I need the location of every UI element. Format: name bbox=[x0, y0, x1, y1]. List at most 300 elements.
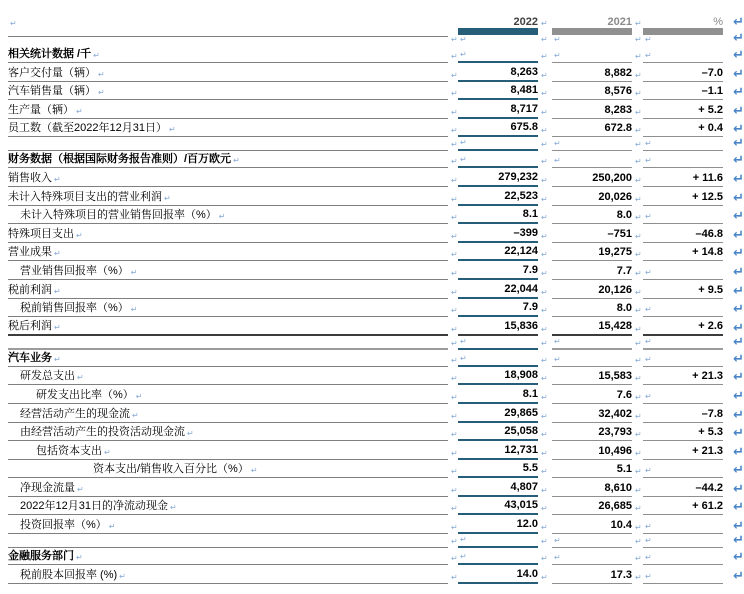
return-mark-icon: ↵ bbox=[733, 48, 744, 63]
return-mark-icon: ↵ bbox=[451, 52, 458, 61]
row-label: 税后利润 bbox=[8, 319, 52, 332]
section-title: 相关统计数据 /千 bbox=[8, 48, 92, 60]
value-percent-cell bbox=[643, 82, 723, 101]
return-mark-icon: ↵ bbox=[541, 175, 548, 185]
value-2021: 672.8 bbox=[604, 122, 632, 135]
return-mark-icon: ↵ bbox=[733, 209, 744, 225]
value-2022-cell bbox=[458, 168, 538, 187]
return-mark-icon: ↵ bbox=[733, 533, 744, 549]
row-label-cell bbox=[8, 385, 448, 404]
value-2022: 18,908 bbox=[504, 369, 538, 382]
financial-summary-table bbox=[8, 10, 744, 584]
return-mark-icon: ↵ bbox=[645, 536, 652, 546]
return-mark-icon: ↵ bbox=[635, 430, 642, 440]
value-percent-cell bbox=[643, 151, 723, 168]
value-2021-cell bbox=[552, 243, 632, 262]
return-mark-icon: ↵ bbox=[554, 336, 561, 346]
return-mark-icon: ↵ bbox=[635, 231, 642, 241]
return-mark-icon: ↵ bbox=[541, 287, 548, 297]
value-2021: 32,402 bbox=[598, 407, 632, 420]
return-mark-icon: ↵ bbox=[132, 410, 139, 420]
row-label: 营业销售回报率（%） bbox=[20, 264, 129, 277]
value-2021: 7.6 bbox=[616, 388, 632, 401]
value-2022: 12.0 bbox=[516, 518, 538, 531]
table-row bbox=[8, 478, 744, 497]
return-mark-icon: ↵ bbox=[733, 320, 744, 336]
return-mark-icon: ↵ bbox=[451, 485, 458, 495]
return-mark-icon: ↵ bbox=[451, 338, 458, 348]
value-2021-cell bbox=[552, 299, 632, 318]
row-label-cell bbox=[8, 280, 448, 299]
column-header-2021: 2021 bbox=[607, 16, 632, 28]
return-mark-icon: ↵ bbox=[451, 448, 458, 458]
return-mark-icon: ↵ bbox=[635, 411, 642, 421]
value-2021-cell bbox=[552, 423, 632, 442]
return-mark-icon: ↵ bbox=[451, 35, 458, 44]
return-mark-icon: ↵ bbox=[218, 212, 226, 222]
return-mark-icon: ↵ bbox=[541, 89, 548, 99]
row-label-cell bbox=[8, 151, 448, 168]
value-percent: + 14.8 bbox=[692, 246, 723, 259]
section-title: 金融服务部门 bbox=[8, 550, 74, 563]
return-mark-icon: ↵ bbox=[541, 537, 548, 547]
return-mark-icon: ↵ bbox=[460, 155, 467, 165]
value-2021: 17.3 bbox=[610, 568, 632, 581]
value-percent: + 5.3 bbox=[698, 426, 723, 439]
return-mark-icon: ↵ bbox=[635, 194, 642, 204]
value-2021: 15,583 bbox=[598, 370, 632, 383]
return-mark-icon: ↵ bbox=[460, 50, 467, 59]
value-2021-cell bbox=[552, 317, 632, 336]
table-row bbox=[8, 280, 744, 299]
return-mark-icon: ↵ bbox=[541, 157, 548, 167]
row-label-cell bbox=[8, 497, 448, 516]
return-mark-icon: ↵ bbox=[645, 522, 652, 532]
value-2022-cell bbox=[458, 63, 538, 82]
value-percent-cell bbox=[643, 317, 723, 336]
value-2021: 15,428 bbox=[598, 319, 632, 332]
value-2022: 43,015 bbox=[504, 499, 538, 512]
return-mark-icon: ↵ bbox=[460, 336, 467, 346]
return-mark-icon: ↵ bbox=[169, 503, 177, 513]
value-2022-cell bbox=[458, 206, 538, 225]
value-2022-cell bbox=[458, 280, 538, 299]
value-2021-cell bbox=[552, 46, 632, 63]
return-mark-icon: ↵ bbox=[164, 193, 171, 203]
return-mark-icon: ↵ bbox=[645, 391, 652, 401]
return-mark-icon: ↵ bbox=[541, 554, 548, 564]
return-mark-icon: ↵ bbox=[635, 448, 642, 458]
row-label-cell bbox=[8, 460, 448, 479]
return-mark-icon: ↵ bbox=[451, 411, 458, 421]
table-row bbox=[8, 63, 744, 82]
value-2021: 8,576 bbox=[604, 85, 632, 98]
return-mark-icon: ↵ bbox=[645, 305, 652, 315]
return-mark-icon: ↵ bbox=[541, 213, 548, 223]
value-2021: 8,882 bbox=[604, 66, 632, 79]
row-label-cell bbox=[8, 441, 448, 460]
return-mark-icon: ↵ bbox=[635, 287, 642, 297]
return-mark-icon: ↵ bbox=[451, 537, 458, 547]
table-row bbox=[8, 404, 744, 423]
value-percent-cell bbox=[643, 515, 723, 534]
value-2022: 8,263 bbox=[510, 65, 538, 78]
value-percent: –7.8 bbox=[701, 407, 723, 420]
table-row bbox=[8, 515, 744, 534]
return-mark-icon: ↵ bbox=[645, 553, 652, 563]
value-2022-cell bbox=[458, 478, 538, 497]
return-mark-icon: ↵ bbox=[541, 374, 548, 384]
value-2021: 250,200 bbox=[592, 171, 632, 184]
row-label-cell bbox=[8, 404, 448, 423]
row-label-cell bbox=[8, 137, 448, 151]
row-label-cell bbox=[8, 534, 448, 548]
value-2022-cell bbox=[458, 534, 538, 548]
value-2021-cell bbox=[552, 224, 632, 243]
value-2022-cell bbox=[458, 187, 538, 206]
return-mark-icon: ↵ bbox=[554, 156, 561, 166]
value-percent-cell bbox=[643, 565, 723, 584]
return-mark-icon: ↵ bbox=[733, 302, 744, 318]
return-mark-icon: ↵ bbox=[733, 463, 744, 479]
value-2021-cell bbox=[552, 497, 632, 516]
return-mark-icon: ↵ bbox=[541, 231, 548, 241]
return-mark-icon: ↵ bbox=[635, 126, 642, 136]
value-2022-cell bbox=[458, 224, 538, 243]
row-label-cell bbox=[8, 119, 448, 138]
value-2022-cell bbox=[458, 385, 538, 404]
return-mark-icon: ↵ bbox=[645, 267, 652, 277]
value-2022-cell bbox=[458, 350, 538, 367]
value-2022: 8.1 bbox=[522, 208, 538, 221]
return-mark-icon: ↵ bbox=[541, 504, 548, 514]
value-2021-cell bbox=[552, 385, 632, 404]
gray-bar-2021 bbox=[552, 28, 632, 35]
return-mark-icon: ↵ bbox=[635, 392, 642, 402]
row-label: 税前利润 bbox=[8, 283, 52, 296]
accent-bar-2022 bbox=[458, 28, 538, 35]
value-2021-cell bbox=[552, 515, 632, 534]
return-mark-icon: ↵ bbox=[645, 354, 652, 364]
table-row bbox=[8, 367, 744, 386]
row-label-cell bbox=[8, 82, 448, 101]
value-percent: + 21.3 bbox=[692, 370, 723, 383]
return-mark-icon: ↵ bbox=[541, 411, 548, 421]
return-mark-icon: ↵ bbox=[451, 504, 458, 514]
return-mark-icon: ↵ bbox=[635, 523, 642, 533]
return-mark-icon: ↵ bbox=[554, 139, 561, 149]
value-2021-cell bbox=[552, 280, 632, 299]
value-2022: 22,523 bbox=[504, 189, 538, 202]
value-2022-cell bbox=[458, 497, 538, 516]
return-mark-icon: ↵ bbox=[635, 324, 642, 334]
value-2022-cell bbox=[458, 460, 538, 479]
value-2022-cell bbox=[458, 243, 538, 262]
return-mark-icon: ↵ bbox=[733, 136, 744, 152]
return-mark-icon: ↵ bbox=[733, 15, 744, 30]
return-mark-icon: ↵ bbox=[541, 448, 548, 458]
value-2022-cell bbox=[458, 151, 538, 168]
return-mark-icon: ↵ bbox=[541, 430, 548, 440]
value-2022: 8.1 bbox=[522, 387, 538, 400]
return-mark-icon: ↵ bbox=[451, 250, 458, 260]
return-mark-icon: ↵ bbox=[168, 125, 176, 135]
return-mark-icon: ↵ bbox=[635, 213, 642, 223]
value-2021-cell bbox=[552, 137, 632, 151]
return-mark-icon: ↵ bbox=[233, 156, 240, 166]
return-mark-icon: ↵ bbox=[541, 140, 548, 150]
value-2021-cell bbox=[552, 168, 632, 187]
value-percent-cell bbox=[643, 261, 723, 280]
value-2022-cell bbox=[458, 82, 538, 101]
return-mark-icon: ↵ bbox=[645, 139, 652, 149]
value-2022-cell bbox=[458, 336, 538, 350]
return-mark-icon: ↵ bbox=[451, 157, 458, 167]
value-2022: 279,232 bbox=[498, 170, 538, 183]
row-label-cell bbox=[8, 367, 448, 386]
value-percent-cell bbox=[643, 548, 723, 565]
return-mark-icon: ↵ bbox=[541, 355, 548, 365]
return-mark-icon: ↵ bbox=[108, 522, 116, 532]
return-mark-icon: ↵ bbox=[635, 19, 642, 28]
return-mark-icon: ↵ bbox=[733, 122, 744, 138]
value-2021: 23,793 bbox=[598, 426, 632, 439]
value-2022: 8,717 bbox=[510, 102, 538, 115]
value-2022: 29,865 bbox=[504, 406, 538, 419]
row-label-cell bbox=[8, 100, 448, 119]
value-percent: + 61.2 bbox=[692, 500, 723, 513]
return-mark-icon: ↵ bbox=[733, 66, 744, 82]
header-label-cell bbox=[8, 10, 448, 30]
return-mark-icon: ↵ bbox=[76, 553, 83, 563]
table-row bbox=[8, 299, 744, 318]
return-mark-icon: ↵ bbox=[541, 306, 548, 316]
value-2022-cell bbox=[458, 423, 538, 442]
return-mark-icon: ↵ bbox=[733, 334, 744, 350]
table-row bbox=[8, 100, 744, 119]
return-mark-icon: ↵ bbox=[733, 388, 744, 404]
return-mark-icon: ↵ bbox=[451, 175, 458, 185]
return-mark-icon: ↵ bbox=[460, 535, 467, 545]
return-mark-icon: ↵ bbox=[451, 89, 458, 99]
return-mark-icon: ↵ bbox=[541, 194, 548, 204]
return-mark-icon: ↵ bbox=[733, 171, 744, 187]
return-mark-icon: ↵ bbox=[733, 85, 744, 101]
table-row bbox=[8, 317, 744, 336]
value-2021-cell bbox=[552, 404, 632, 423]
return-mark-icon: ↵ bbox=[541, 19, 548, 28]
row-label-cell bbox=[8, 63, 448, 82]
return-mark-icon: ↵ bbox=[733, 246, 744, 262]
return-mark-icon: ↵ bbox=[104, 447, 111, 457]
return-mark-icon: ↵ bbox=[451, 392, 458, 402]
spacer-row bbox=[8, 534, 744, 548]
return-mark-icon: ↵ bbox=[733, 103, 744, 119]
value-2022: 22,124 bbox=[504, 245, 538, 258]
return-mark-icon: ↵ bbox=[635, 485, 642, 495]
section-title: 财务数据（根据国际财务报告准则）/百万欧元 bbox=[8, 153, 232, 166]
value-2021-cell bbox=[552, 206, 632, 225]
value-percent-cell bbox=[643, 100, 723, 119]
row-label: 包括资本支出 bbox=[36, 444, 102, 457]
return-mark-icon: ↵ bbox=[645, 466, 652, 476]
row-label: 资本支出/销售收入百分比（%） bbox=[93, 463, 249, 476]
return-mark-icon: ↵ bbox=[645, 156, 652, 166]
return-mark-icon: ↵ bbox=[541, 52, 548, 61]
table-row bbox=[8, 243, 744, 262]
value-2022: 15,836 bbox=[504, 319, 538, 332]
table-row bbox=[8, 261, 744, 280]
return-mark-icon: ↵ bbox=[451, 554, 458, 564]
return-mark-icon: ↵ bbox=[733, 481, 744, 497]
value-2021: 20,126 bbox=[598, 283, 632, 296]
value-2021: 20,026 bbox=[598, 190, 632, 203]
return-mark-icon: ↵ bbox=[76, 230, 83, 240]
return-mark-icon: ↵ bbox=[554, 553, 561, 563]
value-2021: 10,496 bbox=[598, 444, 632, 457]
value-2022-cell bbox=[458, 441, 538, 460]
row-label: 研发支出比率（%） bbox=[36, 388, 134, 401]
value-2022-cell bbox=[458, 565, 538, 584]
value-2021: 19,275 bbox=[598, 246, 632, 259]
return-mark-icon: ↵ bbox=[541, 324, 548, 334]
return-mark-icon: ↵ bbox=[541, 467, 548, 477]
return-mark-icon: ↵ bbox=[635, 52, 642, 61]
value-percent: + 21.3 bbox=[692, 444, 723, 457]
value-percent: –1.1 bbox=[701, 85, 723, 98]
return-mark-icon: ↵ bbox=[451, 523, 458, 533]
row-label: 员工数（截至2022年12月31日） bbox=[8, 122, 167, 135]
row-label: 生产量（辆） bbox=[8, 103, 74, 116]
return-mark-icon: ↵ bbox=[98, 69, 105, 79]
return-mark-icon: ↵ bbox=[635, 467, 642, 477]
row-label-cell bbox=[8, 206, 448, 225]
return-mark-icon: ↵ bbox=[645, 336, 652, 346]
return-mark-icon: ↵ bbox=[54, 286, 61, 296]
table-row bbox=[8, 224, 744, 243]
value-2022: –399 bbox=[513, 226, 538, 239]
return-mark-icon: ↵ bbox=[451, 306, 458, 316]
return-mark-icon: ↵ bbox=[635, 89, 642, 99]
row-label: 客户交付量（辆） bbox=[8, 66, 96, 79]
return-mark-icon: ↵ bbox=[541, 250, 548, 260]
return-mark-icon: ↵ bbox=[451, 126, 458, 136]
value-percent-cell bbox=[643, 206, 723, 225]
row-label-cell bbox=[8, 261, 448, 280]
row-label-cell bbox=[8, 336, 448, 350]
value-2022: 4,807 bbox=[510, 480, 538, 493]
return-mark-icon: ↵ bbox=[635, 537, 642, 547]
value-percent-cell bbox=[643, 224, 723, 243]
row-label: 税前股本回报率 (%) bbox=[20, 568, 118, 581]
return-mark-icon: ↵ bbox=[460, 138, 467, 148]
return-mark-icon: ↵ bbox=[733, 568, 744, 584]
value-2022: 14.0 bbox=[516, 567, 538, 580]
section-row bbox=[8, 548, 744, 565]
value-2022-cell bbox=[458, 261, 538, 280]
table-body bbox=[8, 46, 744, 584]
value-2021-cell bbox=[552, 548, 632, 565]
return-mark-icon: ↵ bbox=[451, 70, 458, 80]
return-mark-icon: ↵ bbox=[451, 287, 458, 297]
value-2022: 675.8 bbox=[510, 121, 538, 134]
return-mark-icon: ↵ bbox=[130, 305, 138, 315]
return-mark-icon: ↵ bbox=[554, 51, 561, 60]
return-mark-icon: ↵ bbox=[119, 571, 126, 581]
return-mark-icon: ↵ bbox=[541, 572, 548, 582]
return-mark-icon: ↵ bbox=[733, 519, 744, 535]
value-percent-cell bbox=[643, 404, 723, 423]
row-label-cell bbox=[8, 317, 448, 336]
value-2022-cell bbox=[458, 46, 538, 63]
value-2022: 22,044 bbox=[504, 282, 538, 295]
value-2021: 26,685 bbox=[598, 500, 632, 513]
row-label: 未计入特殊项目支出的营业利润 bbox=[8, 190, 162, 203]
return-mark-icon: ↵ bbox=[98, 88, 105, 98]
value-2021-cell bbox=[552, 151, 632, 168]
column-header-2022: 2022 bbox=[513, 16, 538, 28]
row-label: 2022年12月31日的净流动现金 bbox=[20, 500, 168, 513]
return-mark-icon: ↵ bbox=[733, 283, 744, 299]
value-percent: + 5.2 bbox=[698, 103, 723, 116]
return-mark-icon: ↵ bbox=[635, 306, 642, 316]
value-percent-cell bbox=[643, 299, 723, 318]
return-mark-icon: ↵ bbox=[733, 426, 744, 442]
table-row bbox=[8, 385, 744, 404]
return-mark-icon: ↵ bbox=[460, 35, 467, 44]
value-percent-cell bbox=[643, 280, 723, 299]
table-row bbox=[8, 441, 744, 460]
return-mark-icon: ↵ bbox=[635, 504, 642, 514]
value-percent-cell bbox=[643, 367, 723, 386]
value-percent-cell bbox=[643, 46, 723, 63]
column-header-percent: % bbox=[713, 16, 723, 28]
row-label: 由经营活动产生的投资活动现金流 bbox=[20, 426, 185, 439]
return-mark-icon: ↵ bbox=[554, 536, 561, 546]
row-label: 汽车销售量（辆） bbox=[8, 85, 96, 98]
return-mark-icon: ↵ bbox=[645, 571, 652, 581]
return-mark-icon: ↵ bbox=[451, 355, 458, 365]
return-mark-icon: ↵ bbox=[554, 354, 561, 364]
return-mark-icon: ↵ bbox=[250, 466, 258, 476]
row-label: 净现金流量 bbox=[20, 481, 75, 494]
row-label-cell bbox=[8, 168, 448, 187]
return-mark-icon: ↵ bbox=[451, 324, 458, 334]
table-row bbox=[8, 565, 744, 584]
value-2022: 7.9 bbox=[522, 301, 538, 314]
return-mark-icon: ↵ bbox=[541, 107, 548, 117]
return-mark-icon: ↵ bbox=[635, 355, 642, 365]
value-2022: 8,481 bbox=[510, 84, 538, 97]
value-2021-cell bbox=[552, 100, 632, 119]
row-label-cell bbox=[8, 515, 448, 534]
return-mark-icon: ↵ bbox=[54, 174, 61, 184]
return-mark-icon: ↵ bbox=[451, 572, 458, 582]
return-mark-icon: ↵ bbox=[460, 353, 467, 363]
row-label-cell bbox=[8, 478, 448, 497]
return-mark-icon: ↵ bbox=[541, 35, 548, 44]
row-label: 未计入特殊项目的营业销售回报率（%） bbox=[20, 209, 217, 222]
table-row bbox=[8, 82, 744, 101]
table-row bbox=[8, 423, 744, 442]
return-mark-icon: ↵ bbox=[54, 249, 61, 259]
row-label-cell bbox=[8, 565, 448, 584]
return-mark-icon: ↵ bbox=[541, 268, 548, 278]
value-percent-cell bbox=[643, 137, 723, 151]
return-mark-icon: ↵ bbox=[645, 51, 652, 60]
return-mark-icon: ↵ bbox=[77, 373, 84, 383]
value-2022-cell bbox=[458, 317, 538, 336]
